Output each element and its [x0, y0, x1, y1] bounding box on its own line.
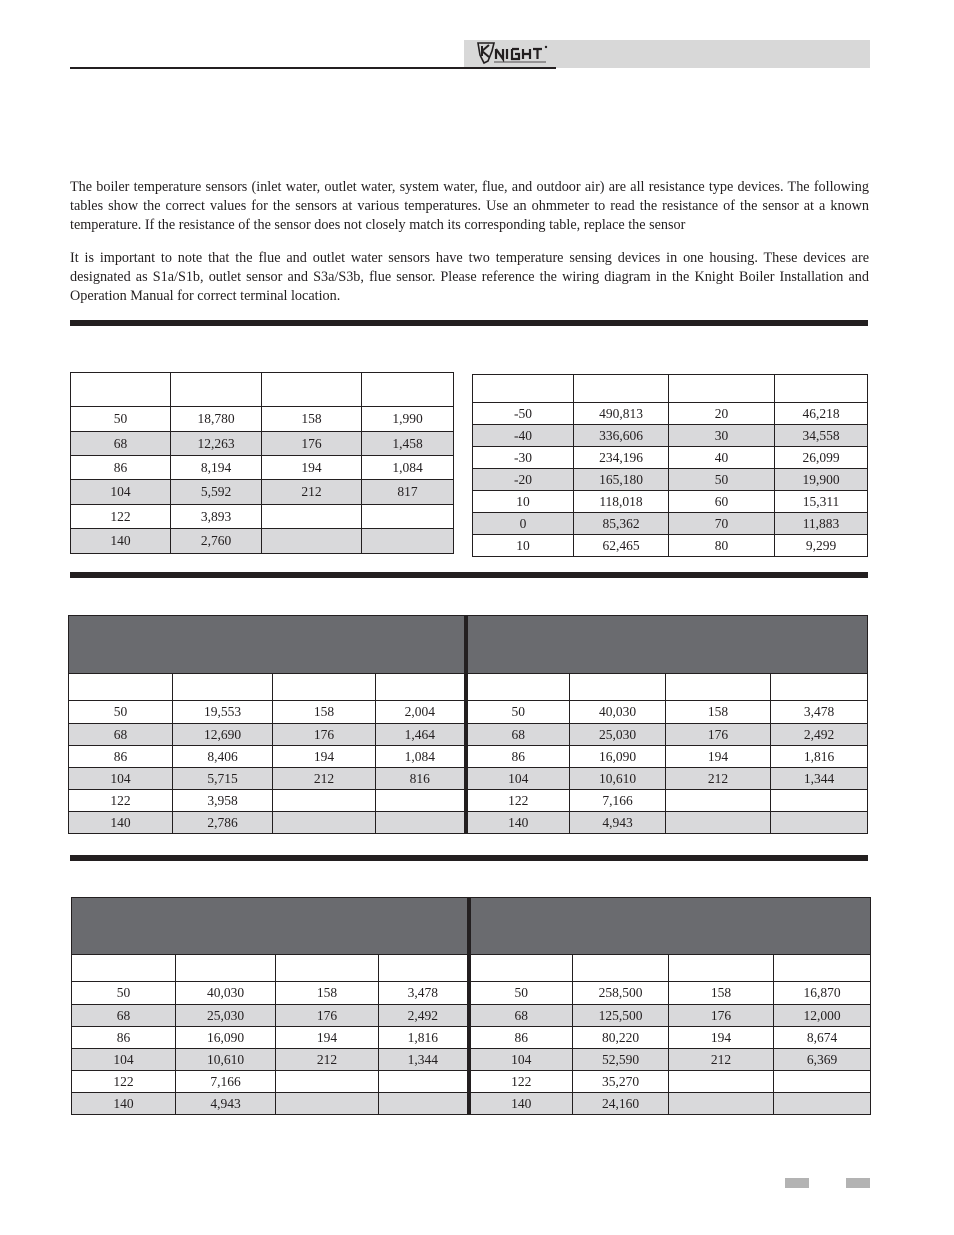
- intro-paragraph-1: The boiler temperature sensors (inlet water, outlet water, system water, flue, and outdoor air) are all resistance type devices. The following tables show the correct values for the sensors at various temperatures. Use an ohmmeter to read the resistance of the sensor at a known temperature. If the resistance of the sensor does not closely match its corresponding table, replace the sensor: [70, 179, 869, 233]
- table-row: 104 5,592 212 817: [71, 480, 454, 505]
- table-row: 104 5,715 212 816 104 10,610 212 1,344: [69, 768, 868, 790]
- section-divider: [70, 572, 868, 578]
- knight-logo: [476, 41, 556, 65]
- sensor-table-1: [70, 372, 454, 554]
- table-row: 10 62,465 80 9,299: [473, 535, 868, 557]
- table-row: 86 8,406 194 1,084 86 16,090 194 1,816: [69, 746, 868, 768]
- sensor-table-4: [71, 897, 871, 1115]
- footer-box-right: [846, 1178, 870, 1188]
- table-row: 68 12,263 176 1,458: [71, 432, 454, 456]
- table-row: 140 2,760: [71, 529, 454, 554]
- table-row: 86 8,194 194 1,084: [71, 456, 454, 480]
- header-rule: [70, 67, 556, 69]
- table-row: 68 12,690 176 1,464 68 25,030 176 2,492: [69, 724, 868, 746]
- table-row: 104 10,610 212 1,344 104 52,590 212 6,369: [72, 1049, 871, 1071]
- table-row: -50 490,813 20 46,218: [473, 403, 868, 425]
- table-row: 50 40,030 158 3,478 50 258,500 158 16,870: [72, 982, 871, 1005]
- table-row: 122 3,893: [71, 505, 454, 529]
- table-row: -40 336,606 30 34,558: [473, 425, 868, 447]
- table-row: 50 19,553 158 2,004 50 40,030 158 3,478: [69, 701, 868, 724]
- intro-paragraph-2: It is important to note that the flue and outlet water sensors have two temperature sensing devices in one housing. These devices are designated as S1a/S1b, outlet sensor and S3a/S3b, flue sensor. Please reference the wiring diagram in the Knight Boiler Installation and Operation Manual for correct terminal location.: [70, 250, 869, 304]
- table-row: 140 2,786 140 4,943: [69, 812, 868, 834]
- table-row: 122 7,166 122 35,270: [72, 1071, 871, 1093]
- table-row: -30 234,196 40 26,099: [473, 447, 868, 469]
- table-row: 10 118,018 60 15,311: [473, 491, 868, 513]
- table-row: 122 3,958 122 7,166: [69, 790, 868, 812]
- table-row: 86 16,090 194 1,816 86 80,220 194 8,674: [72, 1027, 871, 1049]
- section-divider: [70, 320, 868, 326]
- sensor-table-3: [68, 615, 868, 834]
- table-row: 50 18,780 158 1,990: [71, 407, 454, 432]
- table-row: 0 85,362 70 11,883: [473, 513, 868, 535]
- sensor-table-2: [472, 374, 868, 557]
- table-row: 68 25,030 176 2,492 68 125,500 176 12,000: [72, 1005, 871, 1027]
- table-row: 140 4,943 140 24,160: [72, 1093, 871, 1115]
- section-divider: [70, 855, 868, 861]
- footer-box-left: [785, 1178, 809, 1188]
- table-row: -20 165,180 50 19,900: [473, 469, 868, 491]
